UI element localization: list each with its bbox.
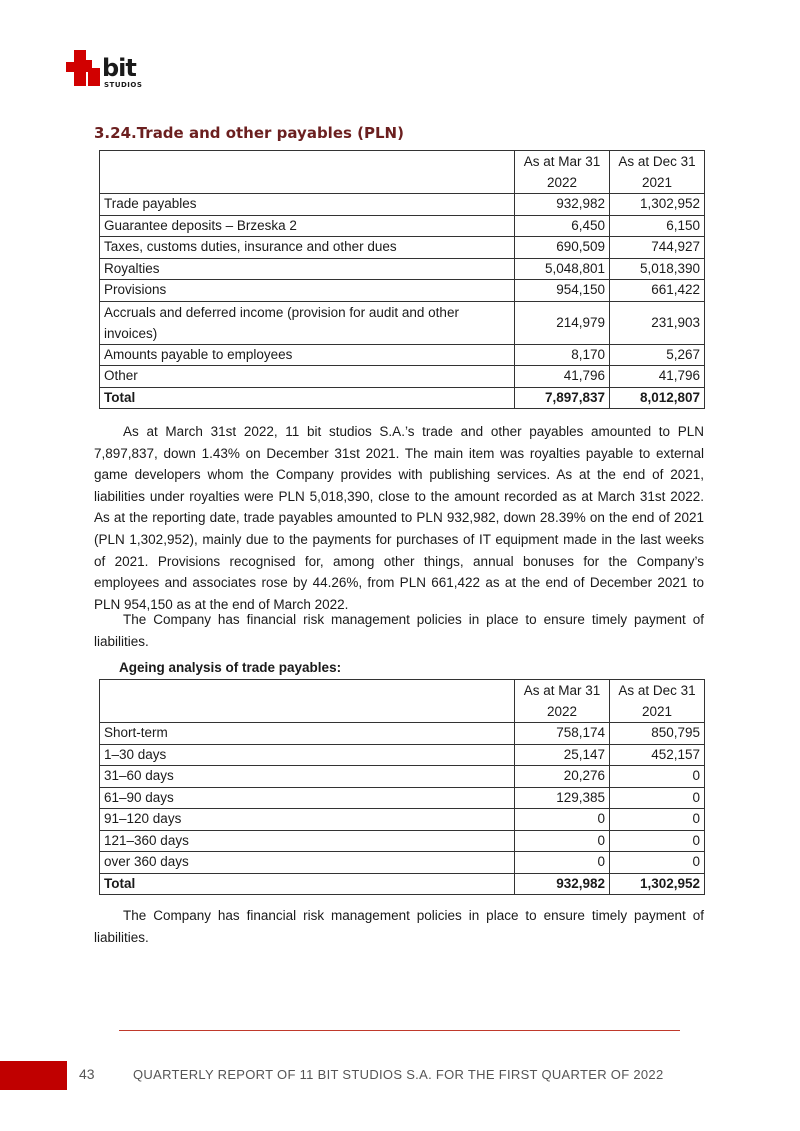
row-label: 31–60 days (100, 766, 515, 788)
value-dec-2021: 0 (610, 830, 705, 852)
value-dec-2021: 0 (610, 787, 705, 809)
value-mar-2022: 20,276 (515, 766, 610, 788)
value-dec-2021: 5,267 (610, 344, 705, 366)
value-mar-2022: 6,450 (515, 215, 610, 237)
ageing-analysis-heading: Ageing analysis of trade payables: (119, 660, 342, 675)
total-dec-2021: 1,302,952 (610, 873, 705, 895)
row-label: Provisions (100, 280, 515, 302)
ageing-table (99, 679, 705, 895)
table-row (100, 258, 705, 280)
table-header-row (100, 151, 705, 194)
column-header-dec-2021: As at Dec 31 2021 (610, 151, 705, 194)
table-row (100, 852, 705, 874)
row-label: Trade payables (100, 194, 515, 216)
table-row (100, 215, 705, 237)
value-mar-2022: 954,150 (515, 280, 610, 302)
table-row (100, 744, 705, 766)
value-dec-2021: 661,422 (610, 280, 705, 302)
value-dec-2021: 6,150 (610, 215, 705, 237)
row-label: Taxes, customs duties, insurance and other dues (100, 237, 515, 259)
value-mar-2022: 0 (515, 852, 610, 874)
value-dec-2021: 850,795 (610, 723, 705, 745)
payables-commentary-paragraph: As at March 31st 2022, 11 bit studios S.A.’s trade and other payables amounted to PLN 7,897,837, down 1.43% on December 31st 2021. The main item was royalties payable to external game developers whom the Company provides with publishing services. As at the end of 2021, liabilities under royalties were PLN 5,018,390, close to the amount recorded as at March 31st 2022. As at the reporting date, trade payables amounted to PLN 932,982, down 28.39% on the end of 2021 (PLN 1,302,952), mainly due to the payments for purchases of IT equipment made in the last weeks of 2021. Provisions recognised for, among other things, annual bonuses for the Company’s employees and associates rose by 44.26%, from PLN 661,422 as at the end of December 2021 to PLN 954,150 as at the end of March 2022. (94, 424, 704, 612)
column-header-dec-2021: As at Dec 31 2021 (610, 680, 705, 723)
row-label: Accruals and deferred income (provision for audit and other invoices) (100, 301, 515, 344)
risk-policy-paragraph-repeat: The Company has financial risk management policies in place to ensure timely payment of liabilities. (94, 908, 704, 945)
company-logo (66, 50, 148, 94)
value-mar-2022: 690,509 (515, 237, 610, 259)
value-dec-2021: 744,927 (610, 237, 705, 259)
value-dec-2021: 41,796 (610, 366, 705, 388)
total-dec-2021: 8,012,807 (610, 387, 705, 409)
table-row (100, 787, 705, 809)
value-dec-2021: 5,018,390 (610, 258, 705, 280)
table-total-row (100, 873, 705, 895)
footer-divider (119, 1030, 680, 1031)
table-row (100, 366, 705, 388)
logo-subtext: STUDIOS (104, 81, 143, 89)
value-mar-2022: 5,048,801 (515, 258, 610, 280)
row-label: Short-term (100, 723, 515, 745)
row-label: 91–120 days (100, 809, 515, 831)
value-mar-2022: 758,174 (515, 723, 610, 745)
header-empty-cell (100, 151, 515, 194)
total-label: Total (100, 387, 515, 409)
table-row (100, 723, 705, 745)
column-header-mar-2022: As at Mar 31 2022 (515, 151, 610, 194)
total-label: Total (100, 873, 515, 895)
header-empty-cell (100, 680, 515, 723)
table-row (100, 301, 705, 344)
page-number: 43 (79, 1066, 95, 1082)
table-row (100, 766, 705, 788)
value-mar-2022: 932,982 (515, 194, 610, 216)
value-mar-2022: 0 (515, 809, 610, 831)
report-title-footer: QUARTERLY REPORT OF 11 BIT STUDIOS S.A. FOR THE FIRST QUARTER OF 2022 (133, 1067, 664, 1082)
row-label: 1–30 days (100, 744, 515, 766)
table-header-row (100, 680, 705, 723)
value-mar-2022: 41,796 (515, 366, 610, 388)
table-total-row (100, 387, 705, 409)
row-label: 61–90 days (100, 787, 515, 809)
row-label: Guarantee deposits – Brzeska 2 (100, 215, 515, 237)
row-label: Other (100, 366, 515, 388)
payables-table (99, 150, 705, 409)
value-dec-2021: 0 (610, 766, 705, 788)
total-mar-2022: 7,897,837 (515, 387, 610, 409)
row-label: 121–360 days (100, 830, 515, 852)
column-header-mar-2022: As at Mar 31 2022 (515, 680, 610, 723)
table-row (100, 830, 705, 852)
table-row (100, 280, 705, 302)
value-mar-2022: 8,170 (515, 344, 610, 366)
value-dec-2021: 0 (610, 852, 705, 874)
section-title: 3.24.Trade and other payables (PLN) (94, 124, 404, 142)
value-mar-2022: 214,979 (515, 301, 610, 344)
logo-mark-icon (66, 50, 102, 90)
value-dec-2021: 1,302,952 (610, 194, 705, 216)
logo-text: bit (102, 54, 136, 82)
row-label: Royalties (100, 258, 515, 280)
value-mar-2022: 25,147 (515, 744, 610, 766)
value-dec-2021: 231,903 (610, 301, 705, 344)
value-dec-2021: 452,157 (610, 744, 705, 766)
value-dec-2021: 0 (610, 809, 705, 831)
value-mar-2022: 129,385 (515, 787, 610, 809)
table-row (100, 237, 705, 259)
total-mar-2022: 932,982 (515, 873, 610, 895)
table-row (100, 194, 705, 216)
row-label: Amounts payable to employees (100, 344, 515, 366)
row-label: over 360 days (100, 852, 515, 874)
table-row (100, 344, 705, 366)
table-row (100, 809, 705, 831)
value-mar-2022: 0 (515, 830, 610, 852)
footer-accent-block (0, 1061, 67, 1090)
risk-policy-paragraph: The Company has financial risk management policies in place to ensure timely payment of liabilities. (94, 612, 704, 649)
